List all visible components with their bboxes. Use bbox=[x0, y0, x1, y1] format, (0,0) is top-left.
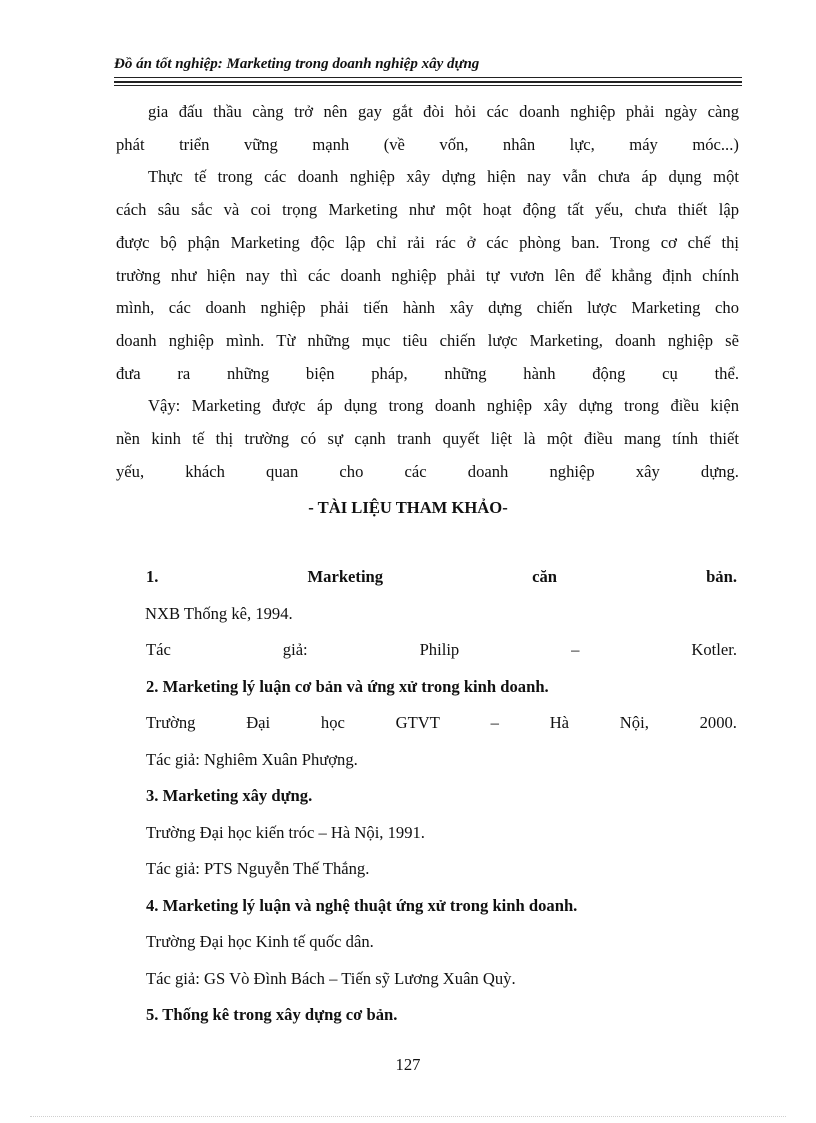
text-line: trường như hiện nay thì các doanh nghiệp phải tự vươn lên để khẳng định chính bbox=[116, 265, 739, 285]
reference-title: 5. Thống kê trong xây dựng cơ bản. bbox=[146, 1005, 398, 1024]
reference-title: 4. Marketing lý luận và nghệ thuật ứng xử trong kinh doanh. bbox=[146, 895, 578, 915]
word: Kotler. bbox=[691, 640, 737, 659]
word: Tác bbox=[146, 640, 171, 659]
text-line: gia đấu thầu càng trở nên gay gắt đòi hỏi các doanh nghiệp phải ngày càng bbox=[148, 102, 739, 121]
reference-title bbox=[146, 559, 737, 596]
word: căn bbox=[532, 567, 558, 586]
word: GTVT bbox=[395, 713, 440, 732]
paragraph-3 bbox=[116, 390, 739, 488]
word: – bbox=[571, 640, 580, 659]
text-line: Vậy: Marketing được áp dụng trong doanh nghiệp xây dựng trong điều kiện bbox=[148, 396, 739, 416]
reference-publisher: Trường Đại học Kinh tế quốc dân. bbox=[146, 932, 374, 951]
word: phát bbox=[116, 134, 145, 154]
paragraph-1 bbox=[116, 96, 739, 161]
word: (về bbox=[383, 134, 405, 154]
references-heading: - TÀI LIỆU THAM KHẢO- bbox=[308, 498, 508, 517]
word: học bbox=[320, 713, 345, 732]
word: máy bbox=[629, 134, 658, 154]
justified-line bbox=[116, 129, 739, 162]
word: nhân bbox=[502, 134, 536, 154]
reference-author: Tác giả: Nghiêm Xuân Phượng. bbox=[146, 749, 358, 769]
word: khách bbox=[185, 461, 225, 481]
reference-publisher bbox=[146, 705, 737, 742]
header-rule-bottom bbox=[114, 85, 742, 86]
word: các bbox=[404, 461, 427, 481]
word: móc...) bbox=[692, 134, 739, 154]
word: nghiệp bbox=[549, 461, 595, 481]
word: bản. bbox=[706, 567, 737, 586]
reference-publisher: NXB Thống kê, 1994. bbox=[145, 603, 293, 623]
word: Philip bbox=[419, 640, 460, 659]
text-line: được bộ phận Marketing độc lập chỉ rải rác ở các phòng ban. Trong cơ chế thị bbox=[116, 232, 739, 252]
word: Hà bbox=[549, 713, 570, 732]
word: yếu, bbox=[116, 461, 145, 481]
page-header-title: Đồ án tốt nghiệp: Marketing trong doanh nghiệp xây dựng bbox=[114, 56, 480, 72]
paragraph-2 bbox=[116, 161, 739, 390]
word: Nội, bbox=[619, 713, 649, 732]
text-line: doanh nghiệp mình. Từ những mục tiêu chiến lược Marketing, doanh nghiệp sẽ bbox=[116, 330, 739, 350]
word: cho bbox=[339, 461, 364, 481]
word: 1. bbox=[146, 567, 159, 586]
word: quan bbox=[266, 461, 299, 481]
word: mạnh bbox=[312, 134, 350, 154]
word: vốn, bbox=[439, 134, 469, 154]
reference-title: 3. Marketing xây dựng. bbox=[146, 786, 313, 805]
reference-title: 2. Marketing lý luận cơ bản và ứng xử trong kinh doanh. bbox=[146, 676, 549, 696]
word: giả: bbox=[282, 640, 308, 659]
page-number: 127 bbox=[395, 1055, 421, 1074]
word: doanh bbox=[467, 461, 509, 481]
body-text bbox=[116, 96, 739, 488]
reference-author: Tác giả: GS Vò Đình Bách – Tiến sỹ Lương Xuân Quỳ. bbox=[146, 968, 516, 988]
text-line: cách sâu sắc và coi trọng Marketing như một hoạt động tất yếu, chưa thiết lập bbox=[116, 200, 739, 220]
word: – bbox=[490, 713, 499, 732]
text-line: nền kinh tế thị trường có sự cạnh tranh quyết liệt là một điều mang tính thiết bbox=[116, 429, 739, 449]
page-edge-divider bbox=[30, 1116, 786, 1117]
reference-publisher: Trường Đại học kiến tróc – Hà Nội, 1991. bbox=[146, 822, 425, 842]
text-line: Thực tế trong các doanh nghiệp xây dựng hiện nay vẫn chưa áp dụng một bbox=[148, 167, 739, 187]
header-rule-middle bbox=[114, 81, 742, 83]
text-line: mình, các doanh nghiệp phải tiến hành xây dựng chiến lược Marketing cho bbox=[116, 298, 739, 318]
word: 2000. bbox=[699, 713, 737, 732]
text-line: đưa ra những biện pháp, những hành động cụ thể. bbox=[116, 363, 739, 383]
header-rule-top bbox=[114, 77, 742, 78]
word: Marketing bbox=[307, 567, 384, 586]
word: Trường bbox=[146, 713, 196, 732]
reference-author: Tác giả: PTS Nguyễn Thế Thắng. bbox=[146, 859, 370, 878]
justified-line bbox=[116, 456, 739, 489]
word: triển bbox=[179, 134, 210, 154]
word: vững bbox=[243, 134, 278, 154]
word: xây bbox=[635, 461, 660, 481]
word: Đại bbox=[246, 713, 271, 732]
reference-author bbox=[146, 632, 737, 669]
word: dựng. bbox=[700, 461, 739, 481]
references-list bbox=[146, 559, 737, 1034]
word: lực, bbox=[569, 134, 595, 154]
